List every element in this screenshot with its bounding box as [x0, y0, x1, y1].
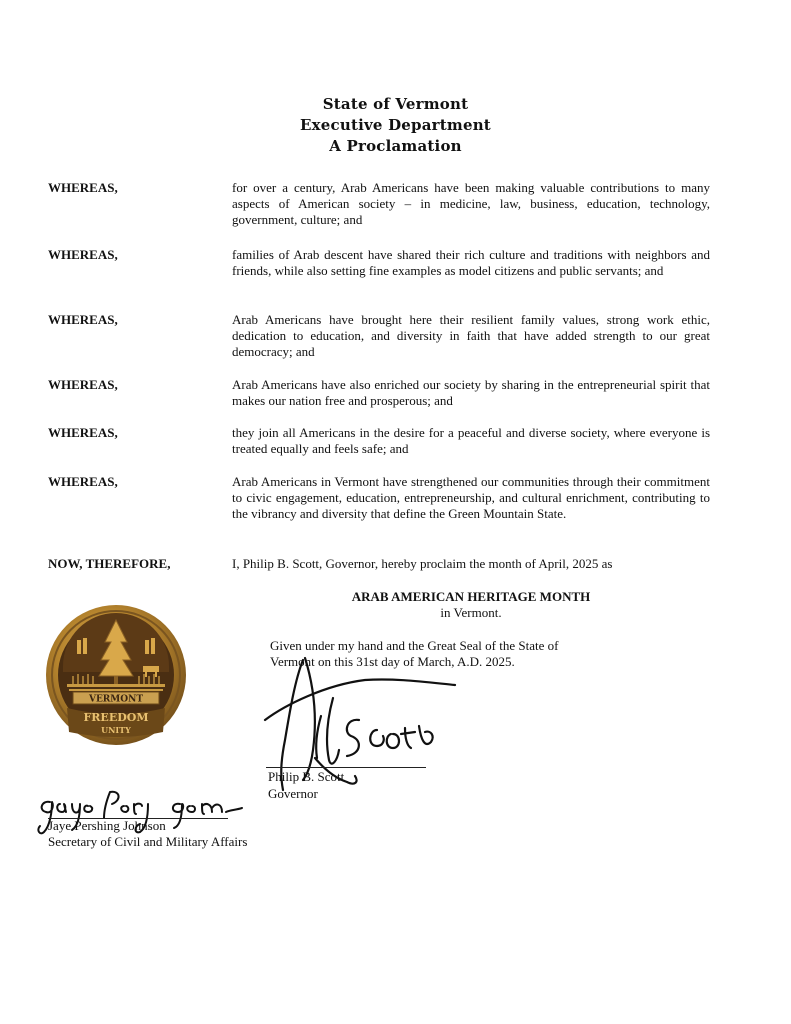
- clause-text: Arab Americans have also enriched our society by sharing in the entrepreneurial spirit that makes our nation free and prosperous; and: [232, 377, 710, 409]
- clause-label: WHEREAS,: [48, 312, 118, 327]
- clause-label: WHEREAS,: [48, 425, 118, 440]
- given-line-2: Vermont on this 31st day of March, A.D. 2025.: [270, 654, 515, 669]
- header-document-type: A Proclamation: [329, 137, 462, 155]
- governor-title: Governor: [268, 786, 318, 801]
- governor-name: Philip B. Scott: [268, 769, 345, 784]
- clause-label: WHEREAS,: [48, 247, 118, 262]
- clause-text: Arab Americans have brought here their resilient family values, strong work ethic, dedication to education, and diversity in faith that have added strength to our great democracy; and: [232, 312, 710, 360]
- now-therefore-label: NOW, THEREFORE,: [48, 556, 171, 571]
- clause-label: WHEREAS,: [48, 377, 118, 392]
- clause-text: Arab Americans in Vermont have strengthened our communities through their commitment to civic engagement, education, entrepreneurship, and cultural enrichment, contributing to the vibrancy and diversity that define the Green Mountain State.: [232, 474, 710, 522]
- proclamation-title: ARAB AMERICAN HERITAGE MONTH: [351, 589, 591, 604]
- seal-banner-text: VERMONT: [88, 694, 144, 705]
- clause-label: WHEREAS,: [48, 474, 118, 489]
- seal-motto-line-2: UNITY: [101, 725, 131, 735]
- clause-text: for over a century, Arab Americans have been making valuable contributions to many aspects of American society – in medicine, law, business, education, technology, government, culture; and: [232, 180, 710, 228]
- secretary-title: Secretary of Civil and Military Affairs: [48, 834, 248, 849]
- given-line-1: Given under my hand and the Great Seal of the State of: [270, 638, 559, 653]
- proclaim-text: I, Philip B. Scott, Governor, hereby proclaim the month of April, 2025 as: [232, 556, 613, 571]
- great-seal-of-vermont-icon: [45, 604, 187, 746]
- proclamation-header: [0, 94, 791, 157]
- header-department: Executive Department: [300, 116, 491, 134]
- clause-text: families of Arab descent have shared their rich culture and traditions with neighbors and friends, while also setting fine examples as model citizens and public servants; and: [232, 247, 710, 279]
- governor-signature-line: [266, 767, 426, 768]
- seal-motto-line-1: FREEDOM: [83, 711, 149, 724]
- header-state: State of Vermont: [322, 95, 469, 113]
- clause-label: WHEREAS,: [48, 180, 118, 195]
- clause-text: they join all Americans in the desire for a peaceful and diverse society, where everyone is treated equally and feels safe; and: [232, 425, 710, 457]
- secretary-name: Jaye Pershing Johnson: [48, 818, 166, 833]
- proclamation-subtitle: in Vermont.: [440, 605, 502, 620]
